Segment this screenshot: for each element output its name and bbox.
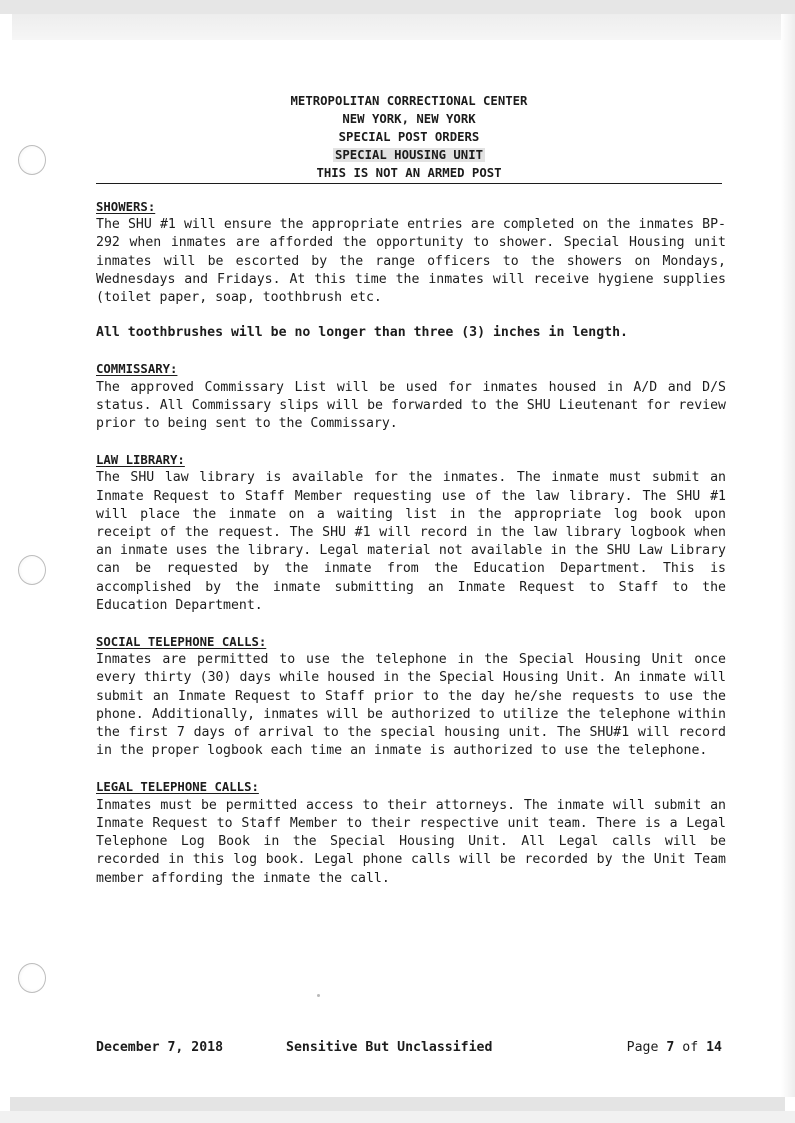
section-title: LAW LIBRARY:	[96, 453, 185, 468]
footer-page-word: Page	[626, 1040, 659, 1055]
scan-speck	[317, 994, 320, 997]
section-text: The SHU law library is available for the inmates. The inmate must submit an Inmate Request to Staff Member requesting use of the law library. The SHU #1 will place the inmate on a waiting list in the appropriate log book upon receipt of the request. The SHU #1 will record in the law library logbook when an inmate uses the library. Legal material not available in the SHU Law Library can be requested by the inmate from the Education Department. This is accomplished by the inmate submitting an Inmate Request to Staff to the Education Department.	[96, 470, 726, 613]
document-body	[96, 198, 726, 888]
section-title: SHOWERS:	[96, 200, 156, 214]
document-header	[96, 92, 722, 182]
section-social-telephone-calls	[96, 633, 726, 760]
section-showers	[96, 198, 726, 307]
section-title: LEGAL TELEPHONE CALLS:	[96, 780, 259, 795]
scan-right-edge	[781, 14, 795, 1097]
section-text: The approved Commissary List will be used for inmates housed in A/D and D/S status. All Commissary slips will be forwarded to the SHU Lieutenant for review prior to being sent to the Commissary.	[96, 379, 726, 432]
header-armed-notice: THIS IS NOT AN ARMED POST	[316, 166, 502, 180]
scan-top-band	[0, 0, 795, 14]
section-commissary	[96, 360, 726, 433]
header-location: NEW YORK, NEW YORK	[342, 112, 476, 126]
footer-page-total: 14	[706, 1040, 722, 1055]
footer-page-current: 7	[666, 1040, 675, 1055]
section-text: Inmates are permitted to use the telephone in the Special Housing Unit once every thirty (30) days while housed in the Special Housing Unit. An inmate will submit an Inmate Request to Staff prior to the day he/she requests to use the phone. Additionally, inmates will be authorized to utilize the telephone within the first 7 days of arrival to the special housing unit. The SHU#1 will record in the proper logbook each time an inmate is authorized to use the telephone.	[96, 652, 726, 759]
scan-top-shadow	[12, 14, 782, 40]
section-title: COMMISSARY:	[96, 362, 178, 377]
header-doc-type: SPECIAL POST ORDERS	[338, 130, 480, 144]
section-title: SOCIAL TELEPHONE CALLS:	[96, 635, 267, 650]
header-unit	[96, 146, 722, 164]
footer-of-word: of	[682, 1040, 699, 1055]
toothbrush-notice: All toothbrushes will be no longer than three (3) inches in length.	[96, 325, 628, 341]
header-unit-highlight: SPECIAL HOUSING UNIT	[334, 148, 484, 162]
punch-hole-top	[18, 145, 46, 175]
punch-hole-bottom	[18, 963, 46, 993]
footer-classification: Sensitive But Unclassified	[286, 1040, 493, 1055]
section-law-library	[96, 451, 726, 615]
section-text: Inmates must be permitted access to their attorneys. The inmate will submit an Inmate Request to Staff Member to their respective unit team. There is a Legal Telephone Log Book in the Special Housing Unit. All Legal calls will be recorded in this log book. Legal phone calls will be recorded by the Unit Team member affording the inmate the call.	[96, 797, 726, 886]
header-institution: METROPOLITAN CORRECTIONAL CENTER	[290, 94, 528, 108]
footer-date: December 7, 2018	[96, 1040, 224, 1055]
footer-page-number	[627, 1039, 722, 1057]
header-divider	[96, 183, 722, 184]
scan-bottom-band	[10, 1097, 785, 1111]
section-text: The SHU #1 will ensure the appropriate entries are completed on the inmates BP-292 when inmates are afforded the opportunity to shower. Special Housing unit inmates will be escorted by the range officers to the showers on Mondays, Wednesdays and Fridays. At this time the inmates will receive hygiene supplies (toilet paper, soap, toothbrush etc.	[96, 217, 726, 306]
scan-bottom-edge	[0, 1111, 795, 1123]
section-legal-telephone-calls	[96, 778, 726, 887]
punch-hole-middle	[18, 555, 46, 585]
